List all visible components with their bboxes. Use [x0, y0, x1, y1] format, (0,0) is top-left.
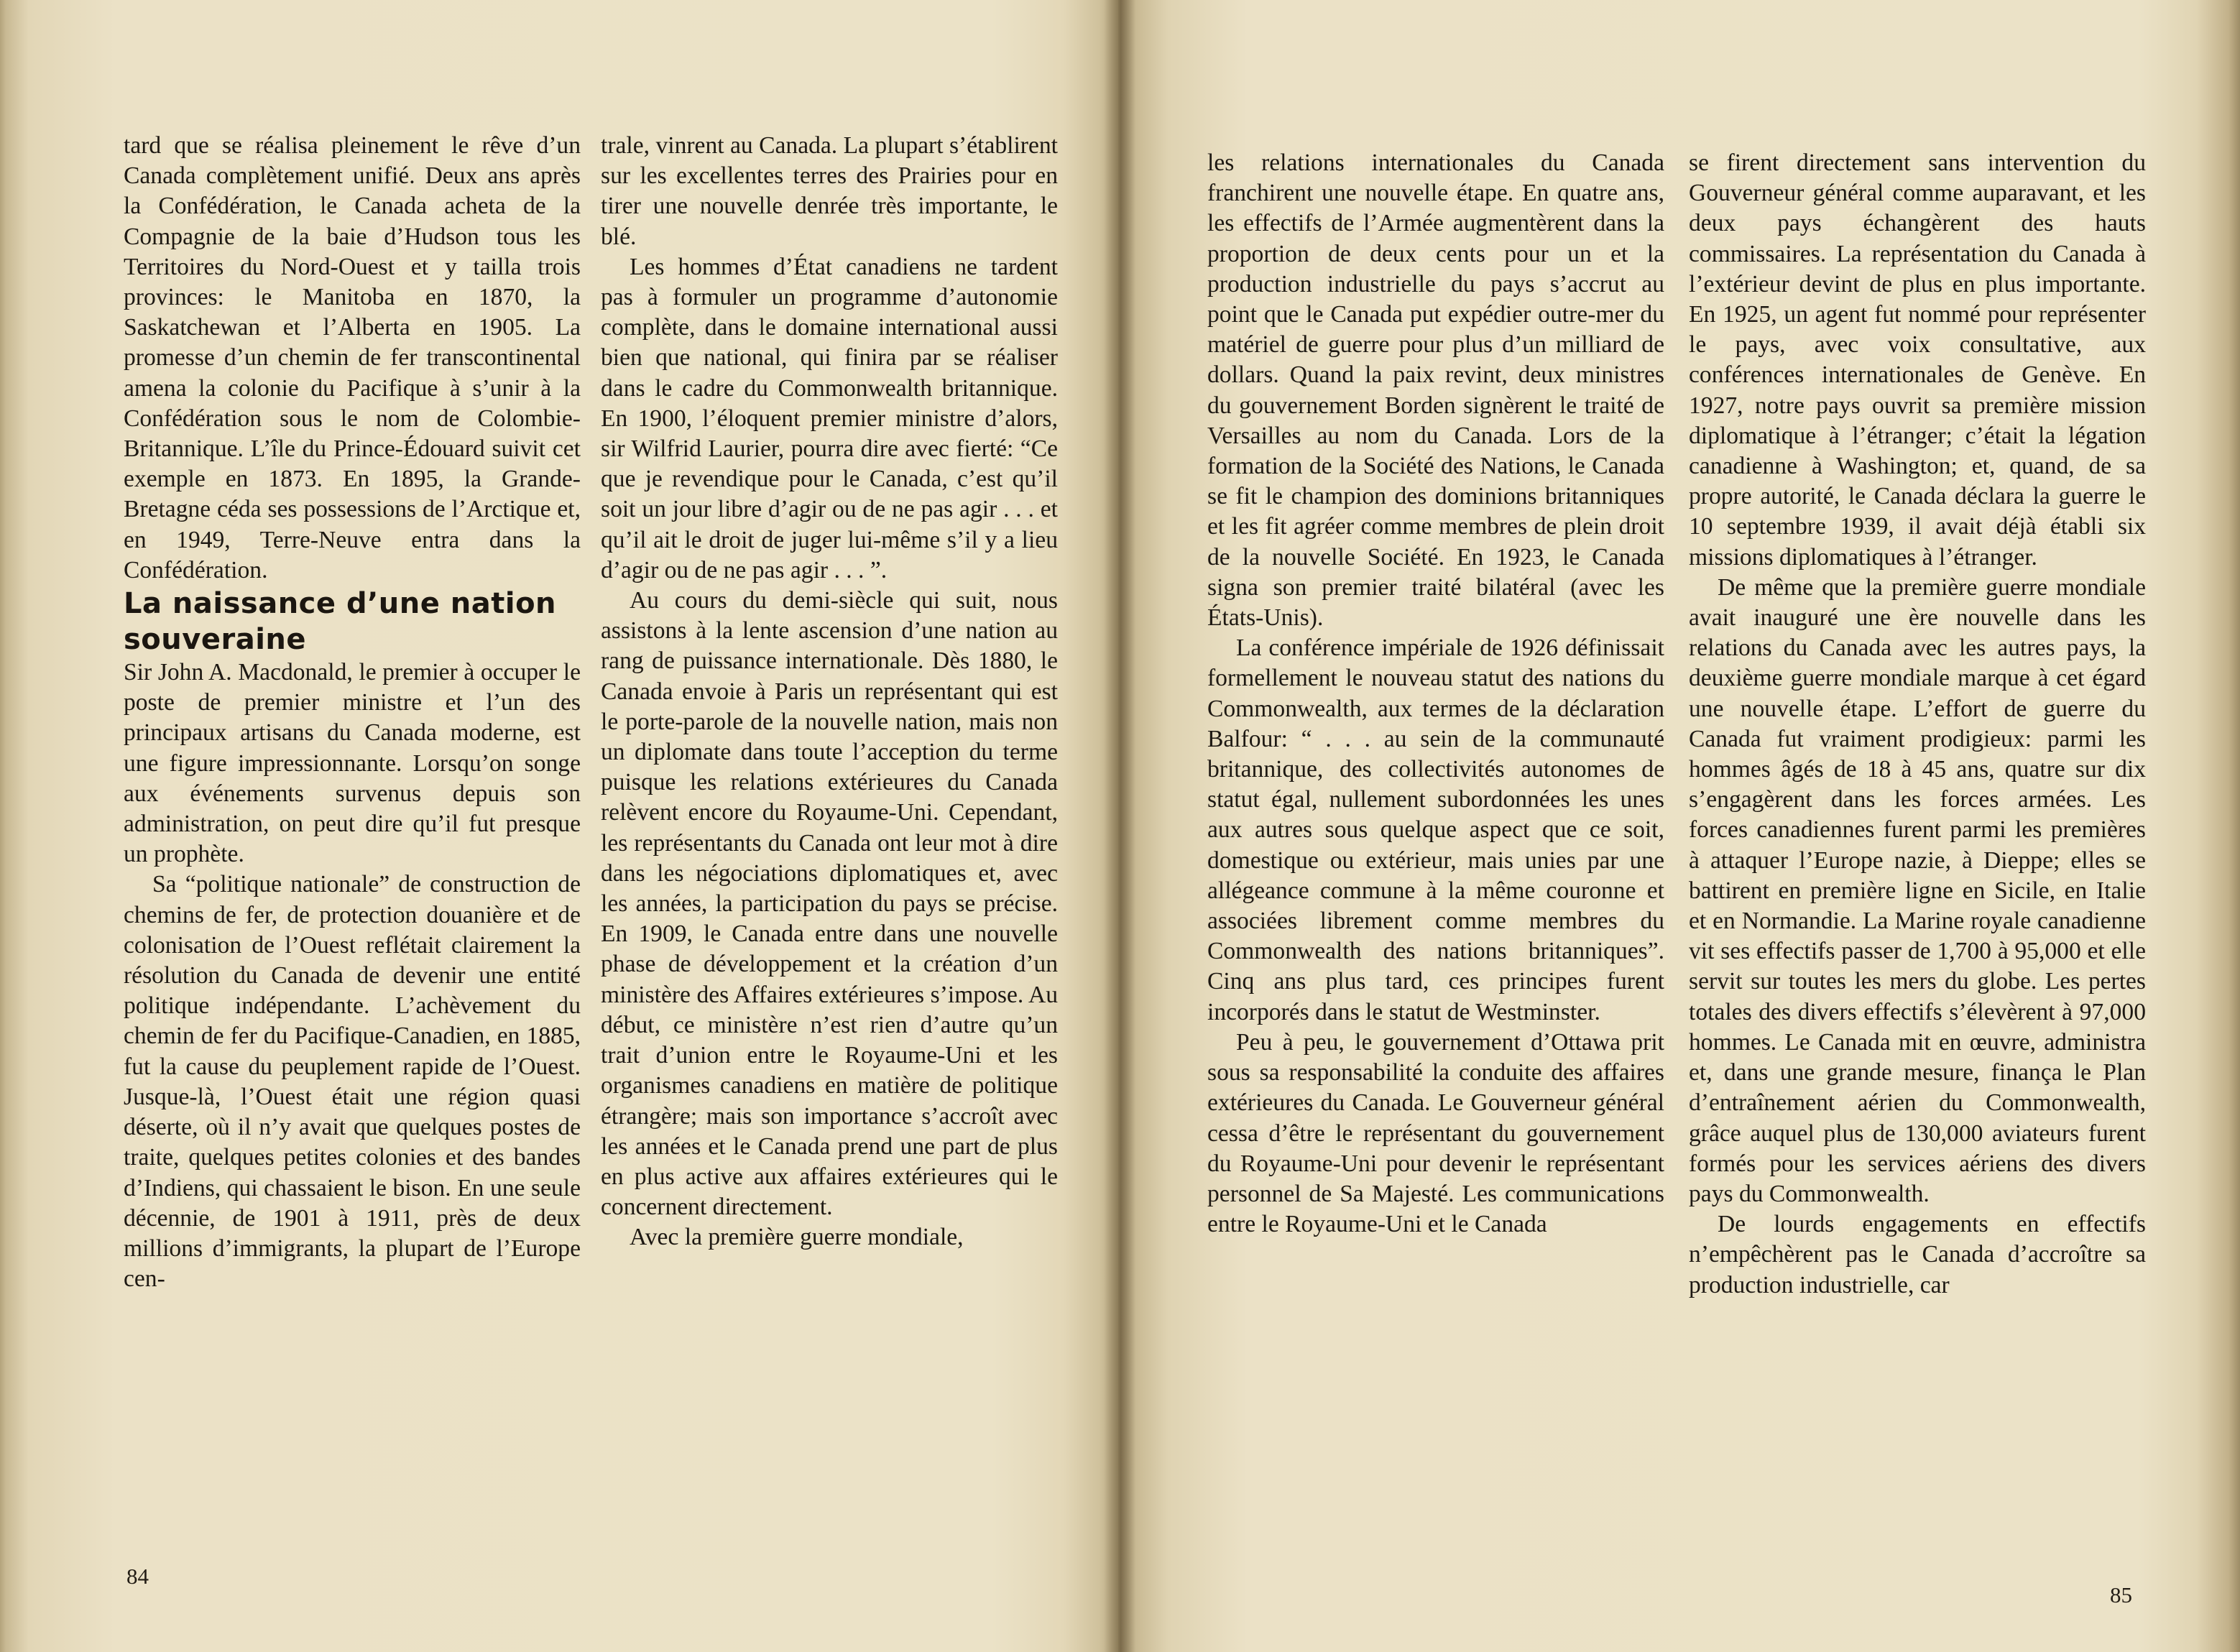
left-page	[0, 0, 1118, 1652]
right-page-column-2	[1689, 148, 2146, 1301]
right-page-column-1	[1207, 148, 1664, 1240]
page-number-right: 85	[2110, 1582, 2132, 1607]
page-number-left: 84	[126, 1564, 149, 1589]
paragraph: De même que la première guerre mondiale avait inauguré une ère nouvelle dans les relations du Canada avec les autres pays, la deuxième guerre mondiale marque à cet égard une nouvelle étape. L’effort de guerre du Canada fut vraiment prodigieux: parmi les hommes âgés de 18 à 45 ans, quatre sur dix s’engagèrent dans les forces armées. Les forces canadiennes furent parmi les premières à attaquer l’Europe nazie, à Dieppe; elles se battirent en première ligne en Sicile, en Italie et en Normandie. La Marine royale canadienne vit ses effectifs passer de 1,700 à 95,000 et elle servit sur toutes les mers du globe. Les pertes totales des divers effectifs s’élevèrent à 97,000 hommes. Le Canada mit en œuvre, administra et, dans une grande mesure, finança le Plan d’entraînement aérien du Commonwealth, grâce auquel plus de 130,000 aviateurs furent formés pour les services aériens des divers pays du Commonwealth.	[1689, 573, 2146, 1207]
paragraph: Sa “politique nationale” de construction de chemins de fer, de protection douanière et de colonisation de l’Ouest reflétait clairement la résolution du Canada de devenir une entité politique indépendante. L’achèvement du chemin de fer du Pacifique-Canadien, en 1885, fut la cause du peuplement rapide de l’Ouest. Jusque-là, l’Ouest était une région quasi déserte, où il n’y avait que quelques postes de traite, quelques petites colonies et des bandes d’Indiens, qui chassaient le bison. En une seule décennie, de 1901 à 1911, près de deux millions d’immigrants, la plupart de l’Europe cen-	[124, 871, 581, 1293]
section-heading: La naissance d’une nation souveraine	[124, 587, 557, 657]
paragraph: Sir John A. Macdonald, le premier à occuper le poste de premier ministre et l’un des principaux artisans du Canada moderne, est une figure impressionnante. Lorsqu’on songe aux événements survenus depuis son administration, on peut dire qu’il fut presque un prophète.	[124, 659, 581, 868]
paragraph: La conférence impériale de 1926 définissait formellement le nouveau statut des nations du Commonwealth, aux termes de la déclaration Balfour: “ . . . au sein de la communauté britannique, des collectivités autonomes de statut égal, nullement subordonnées les unes aux autres sous quelque aspect que ce soit, domestique ou extérieur, mais unies par une allégeance commune à la même couronne et associées librement comme membres du Commonwealth des nations britanniques”. Cinq ans plus tard, ces principes furent incorporés dans le statut de Westminster.	[1207, 635, 1664, 1025]
paragraph: tard que se réalisa pleinement le rêve d’un Canada complètement unifié. Deux ans après la Confédération, le Canada acheta de la Compagnie de la baie d’Hudson tous les Territoires du Nord-Ouest et y tailla trois provinces: le Manitoba en 1870, la Saskatchewan et l’Alberta en 1905. La promesse d’un chemin de fer transcontinental amena la colonie du Pacifique à s’unir à la Confédération sous le nom de Colombie-Britannique. L’île du Prince-Édouard suivit cet exemple en 1873. En 1895, la Grande-Bretagne céda ses possessions de l’Arctique et, en 1949, Terre-Neuve entra dans la Confédération.	[124, 132, 581, 583]
paragraph: Les hommes d’État canadiens ne tardent pas à formuler un programme d’autonomie complète, dans le domaine international aussi bien que national, qui finira par se réaliser dans le cadre du Commonwealth britannique. En 1900, l’éloquent premier ministre d’alors, sir Wilfrid Laurier, pourra dire avec fierté: “Ce que je revendique pour le Canada, c’est qu’il soit un jour libre d’agir ou de ne pas agir . . . et qu’il ait le droit de juger lui-même s’il y a lieu d’agir ou de ne pas agir . . . ”.	[601, 253, 1058, 583]
left-page-column-1	[124, 131, 581, 1294]
left-page-column-2	[601, 131, 1058, 1253]
paragraph: Avec la première guerre mondiale,	[630, 1224, 964, 1251]
paragraph: De lourds engagements en effectifs n’empêchèrent pas le Canada d’accroître sa production industrielle, car	[1689, 1211, 2146, 1298]
paragraph: se firent directement sans intervention du Gouverneur général comme auparavant, et les deux pays échangèrent des hauts commissaires. La représentation du Canada à l’extérieur devint de plus en plus importante. En 1925, un agent fut nommé pour représenter le pays, avec voix consultative, aux conférences internationales de Genève. En 1927, notre pays ouvrit sa première mission diplomatique à l’étranger; c’était la légation canadienne à Washington; et, quand, de sa propre autorité, le Canada déclara la guerre le 10 septembre 1939, il avait déjà établi six missions diplomatiques à l’étranger.	[1689, 149, 2146, 571]
paragraph: Peu à peu, le gouvernement d’Ottawa prit sous sa responsabilité la conduite des affaires extérieures du Canada. Le Gouverneur général cessa d’être le représentant du gouvernement du Royaume-Uni pour devenir le représentant personnel de Sa Majesté. Les communications entre le Royaume-Uni et le Canada	[1207, 1028, 1664, 1238]
right-page	[1118, 0, 2240, 1652]
paragraph: trale, vinrent au Canada. La plupart s’établirent sur les excellentes terres des Prairies pour en tirer une nouvelle denrée très importante, le blé.	[601, 132, 1058, 250]
paragraph: Au cours du demi-siècle qui suit, nous assistons à la lente ascension d’une nation au rang de puissance internationale. Dès 1880, le Canada envoie à Paris un représentant qui est le porte-parole de la nouvelle nation, mais non un diplomate dans toute l’acception du terme puisque les relations extérieures du Canada relèvent encore du Royaume-Uni. Cependant, les représentants du Canada ont leur mot à dire dans les négociations diplomatiques et, avec les années, la participation du pays se précise. En 1909, le Canada entre dans une nouvelle phase de développement et la création d’un ministère des Affaires extérieures s’impose. Au début, ce ministère n’est rien d’autre qu’un trait d’union entre le Royaume-Uni et les organismes canadiens en matière de politique étrangère; mais son importance s’accroît avec les années et le Canada prend une part de plus en plus active aux affaires extérieures qui le concernent directement.	[601, 587, 1058, 1221]
book-gutter	[1104, 0, 1135, 1652]
paragraph: les relations internationales du Canada franchirent une nouvelle étape. En quatre ans, les effectifs de l’Armée augmentèrent dans la proportion de deux cents pour un et la production industrielle du pays s’accrut au point que le Canada put expédier outre-mer du matériel de guerre pour plus d’un milliard de dollars. Quand la paix revint, deux ministres du gouvernement Borden signèrent le traité de Versailles au nom du Canada. Lors de la formation de la Société des Nations, le Canada se fit le champion des dominions britanniques et les fit agréer comme membres de plein droit de la nouvelle Société. En 1923, le Canada signa son premier traité bilatéral (avec les États-Unis).	[1207, 149, 1664, 632]
